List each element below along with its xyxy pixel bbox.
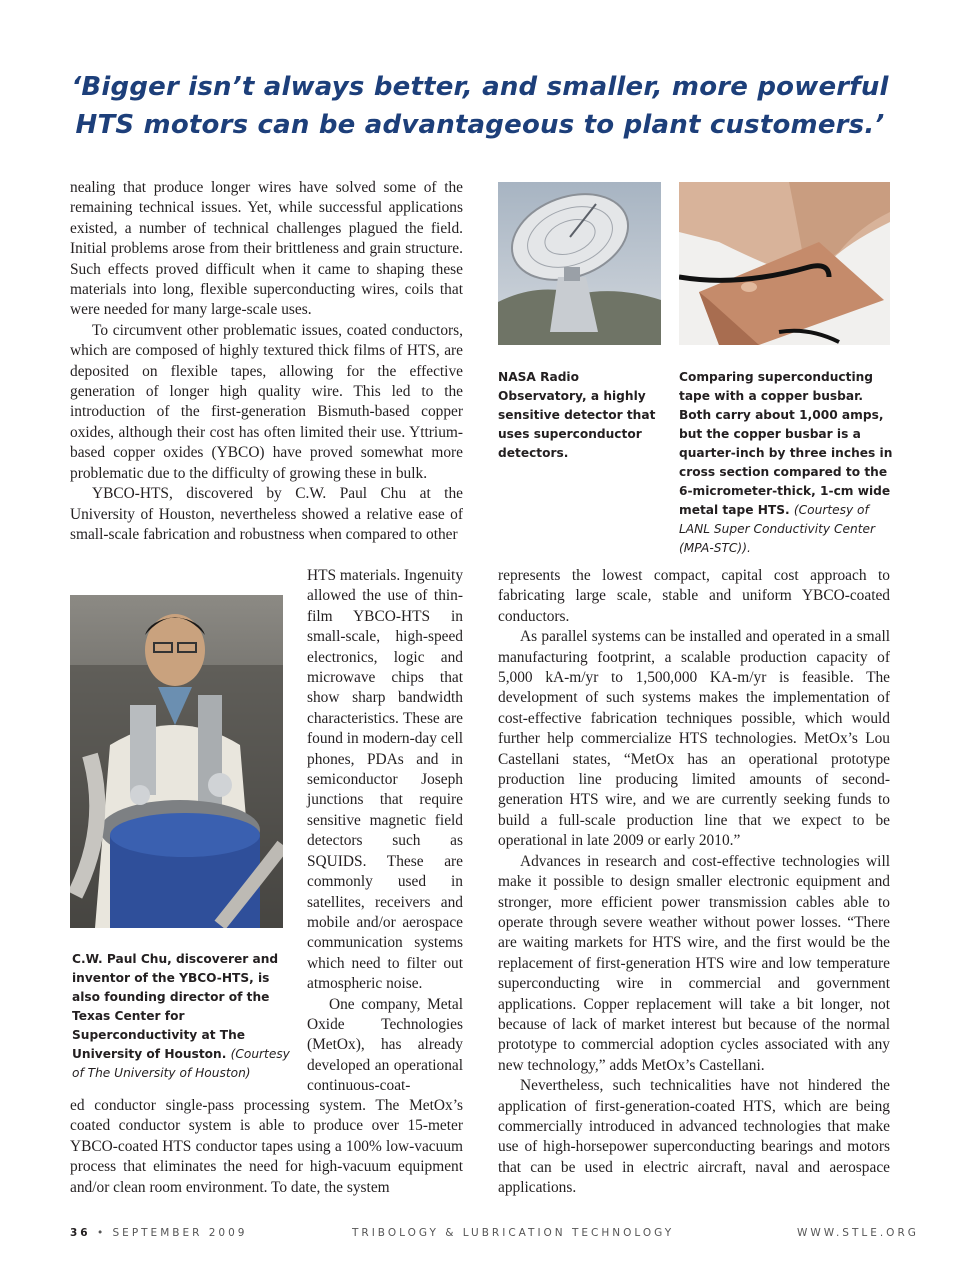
caption-credit: (Courtesy of The University of Houston) (72, 1047, 290, 1080)
publication-name: TRIBOLOGY & LUBRICATION TECHNOLOGY (352, 1227, 675, 1239)
right-column (498, 566, 890, 1199)
left-column-bottom (70, 1096, 463, 1198)
caption-superconducting-tape (679, 368, 893, 558)
website-url: WWW.STLE.ORG (797, 1227, 919, 1239)
issue-date: SEPTEMBER 2009 (112, 1227, 248, 1239)
photo-radio-telescope (498, 182, 661, 345)
photo-superconducting-tape (679, 182, 890, 345)
footer-separator: • (96, 1227, 107, 1239)
caption-text: C.W. Paul Chu, discoverer and inventor of the YBCO-HTS, is also founding director of the Texas Center for Superconductivity at The University of Houston. (72, 952, 279, 1061)
paragraph: represents the lowest compact, capital cost approach to fabricating large scale, stable and uniform YBCO-coated conductors. (498, 567, 890, 625)
paragraph: HTS materials. Ingenuity allowed the use of thin-film YBCO-HTS in small-scale, high-speed electronics, logic and microwave chips that show sharp bandwidth characteristics. These are found in modern-day cell phones, PDAs and in semiconductor Joseph junctions that require sensitive magnetic field detectors such as SQUIDS. These are commonly used in satellites, receivers and mobile and/or aerospace communication systems which need to filter out atmospheric noise. (307, 567, 464, 993)
paragraph: One company, Metal Oxide Technologies (MetOx), has already developed an operational continuous-coat- (307, 995, 463, 1095)
caption-radio-telescope (498, 368, 663, 463)
caption-paul-chu (72, 950, 292, 1083)
left-column-top (70, 178, 463, 545)
page-number: 36 (70, 1227, 91, 1239)
paragraph: YBCO-HTS, discovered by C.W. Paul Chu at the University of Houston, nevertheless showed a relative ease of small-scale fabrication and robustness when compared to other (70, 485, 463, 543)
paragraph: Nevertheless, such technicalities have not hindered the application of first-generation-coated HTS, which are being commercially introduced in advanced technologies that make use of high-horsepower superconducting bearings and motors that can be used in electric aircraft, naval and aerospace applications. (498, 1077, 890, 1197)
footer-page-info (70, 1227, 247, 1243)
paragraph: To circumvent other problematic issues, coated conductors, which are composed of highly textured thick films of HTS, are deposited on flexible tapes, allowing for the effective generation of longer high quality wire. This led to the introduction of the first-generation Bismuth-based copper oxides, although their cost has often limited their use. Yttrium-based copper oxides (YBCO) have proved somewhat more problematic due to the difficulty of growing these in bulk. (70, 321, 463, 482)
paragraph: ed conductor single-pass processing system. The MetOx’s coated conductor system is able to produce over 15-meter YBCO-coated HTS conductor tapes using a 100% low-vacuum process that eliminates the need for high-vacuum equipment and/or clean room environment. To date, the system (70, 1097, 463, 1196)
caption-text: NASA Radio Observatory, a highly sensitive detector that uses superconductor detectors. (498, 370, 656, 460)
paragraph: nealing that produce longer wires have solved some of the remaining technical issues. Yet, while successful applications existed, a number of technical challenges plagued the field. Initial problems arose from their brittleness and grain structure. Such effects proved difficult when it came to shaping these materials into long, flexible superconducting wires, coils that were needed for many large-scale uses. (70, 179, 463, 319)
photo-paul-chu (70, 595, 283, 928)
paragraph: As parallel systems can be installed and operated in a small manufacturing footprint, a scalable production capacity of 5,000 kA-m/yr to 1,500,000 KA-m/yr is feasible. The development of such systems makes the implementation of cost-effective fabrication techniques possible, which would further help commercialize HTS technologies. MetOx’s Lou Castellani states, “MetOx has an operational prototype production line producing limited amounts of second-generation HTS wire, and we are currently seeking funds to build a full-scale production line that we expect to be operational in late 2009 or early 2010.” (498, 628, 890, 850)
caption-credit: (Courtesy of LANL Super Conductivity Center (MPA-STC)). (679, 503, 875, 555)
pull-quote: ‘Bigger isn’t always better, and smaller, more powerful HTS motors can be advantageous to plant customers.’ (71, 72, 889, 140)
paragraph: Advances in research and cost-effective technologies will make it possible to design smaller electronic equipment and stronger, more efficient power transmission cables able to operate through severe weather without power losses. “There are waiting markets for HTS wire, and the first would be the replacement of first-generation HTS wire and low temperature superconducting wire in commercial and government applications. Copper replacement will take a bit longer, not because of lack of market interest but because of the normal prototype to commercial adoption cycles associated with any new technology,” adds MetOx’s Castellani. (498, 852, 890, 1074)
caption-text: Comparing superconducting tape with a copper busbar. Both carry about 1,000 amps, but the copper busbar is a quarter-inch by three inches in cross section compared to the 6-micrometer-thick, 1-cm wide metal tape HTS. (679, 370, 893, 517)
narrow-column (307, 566, 463, 1097)
